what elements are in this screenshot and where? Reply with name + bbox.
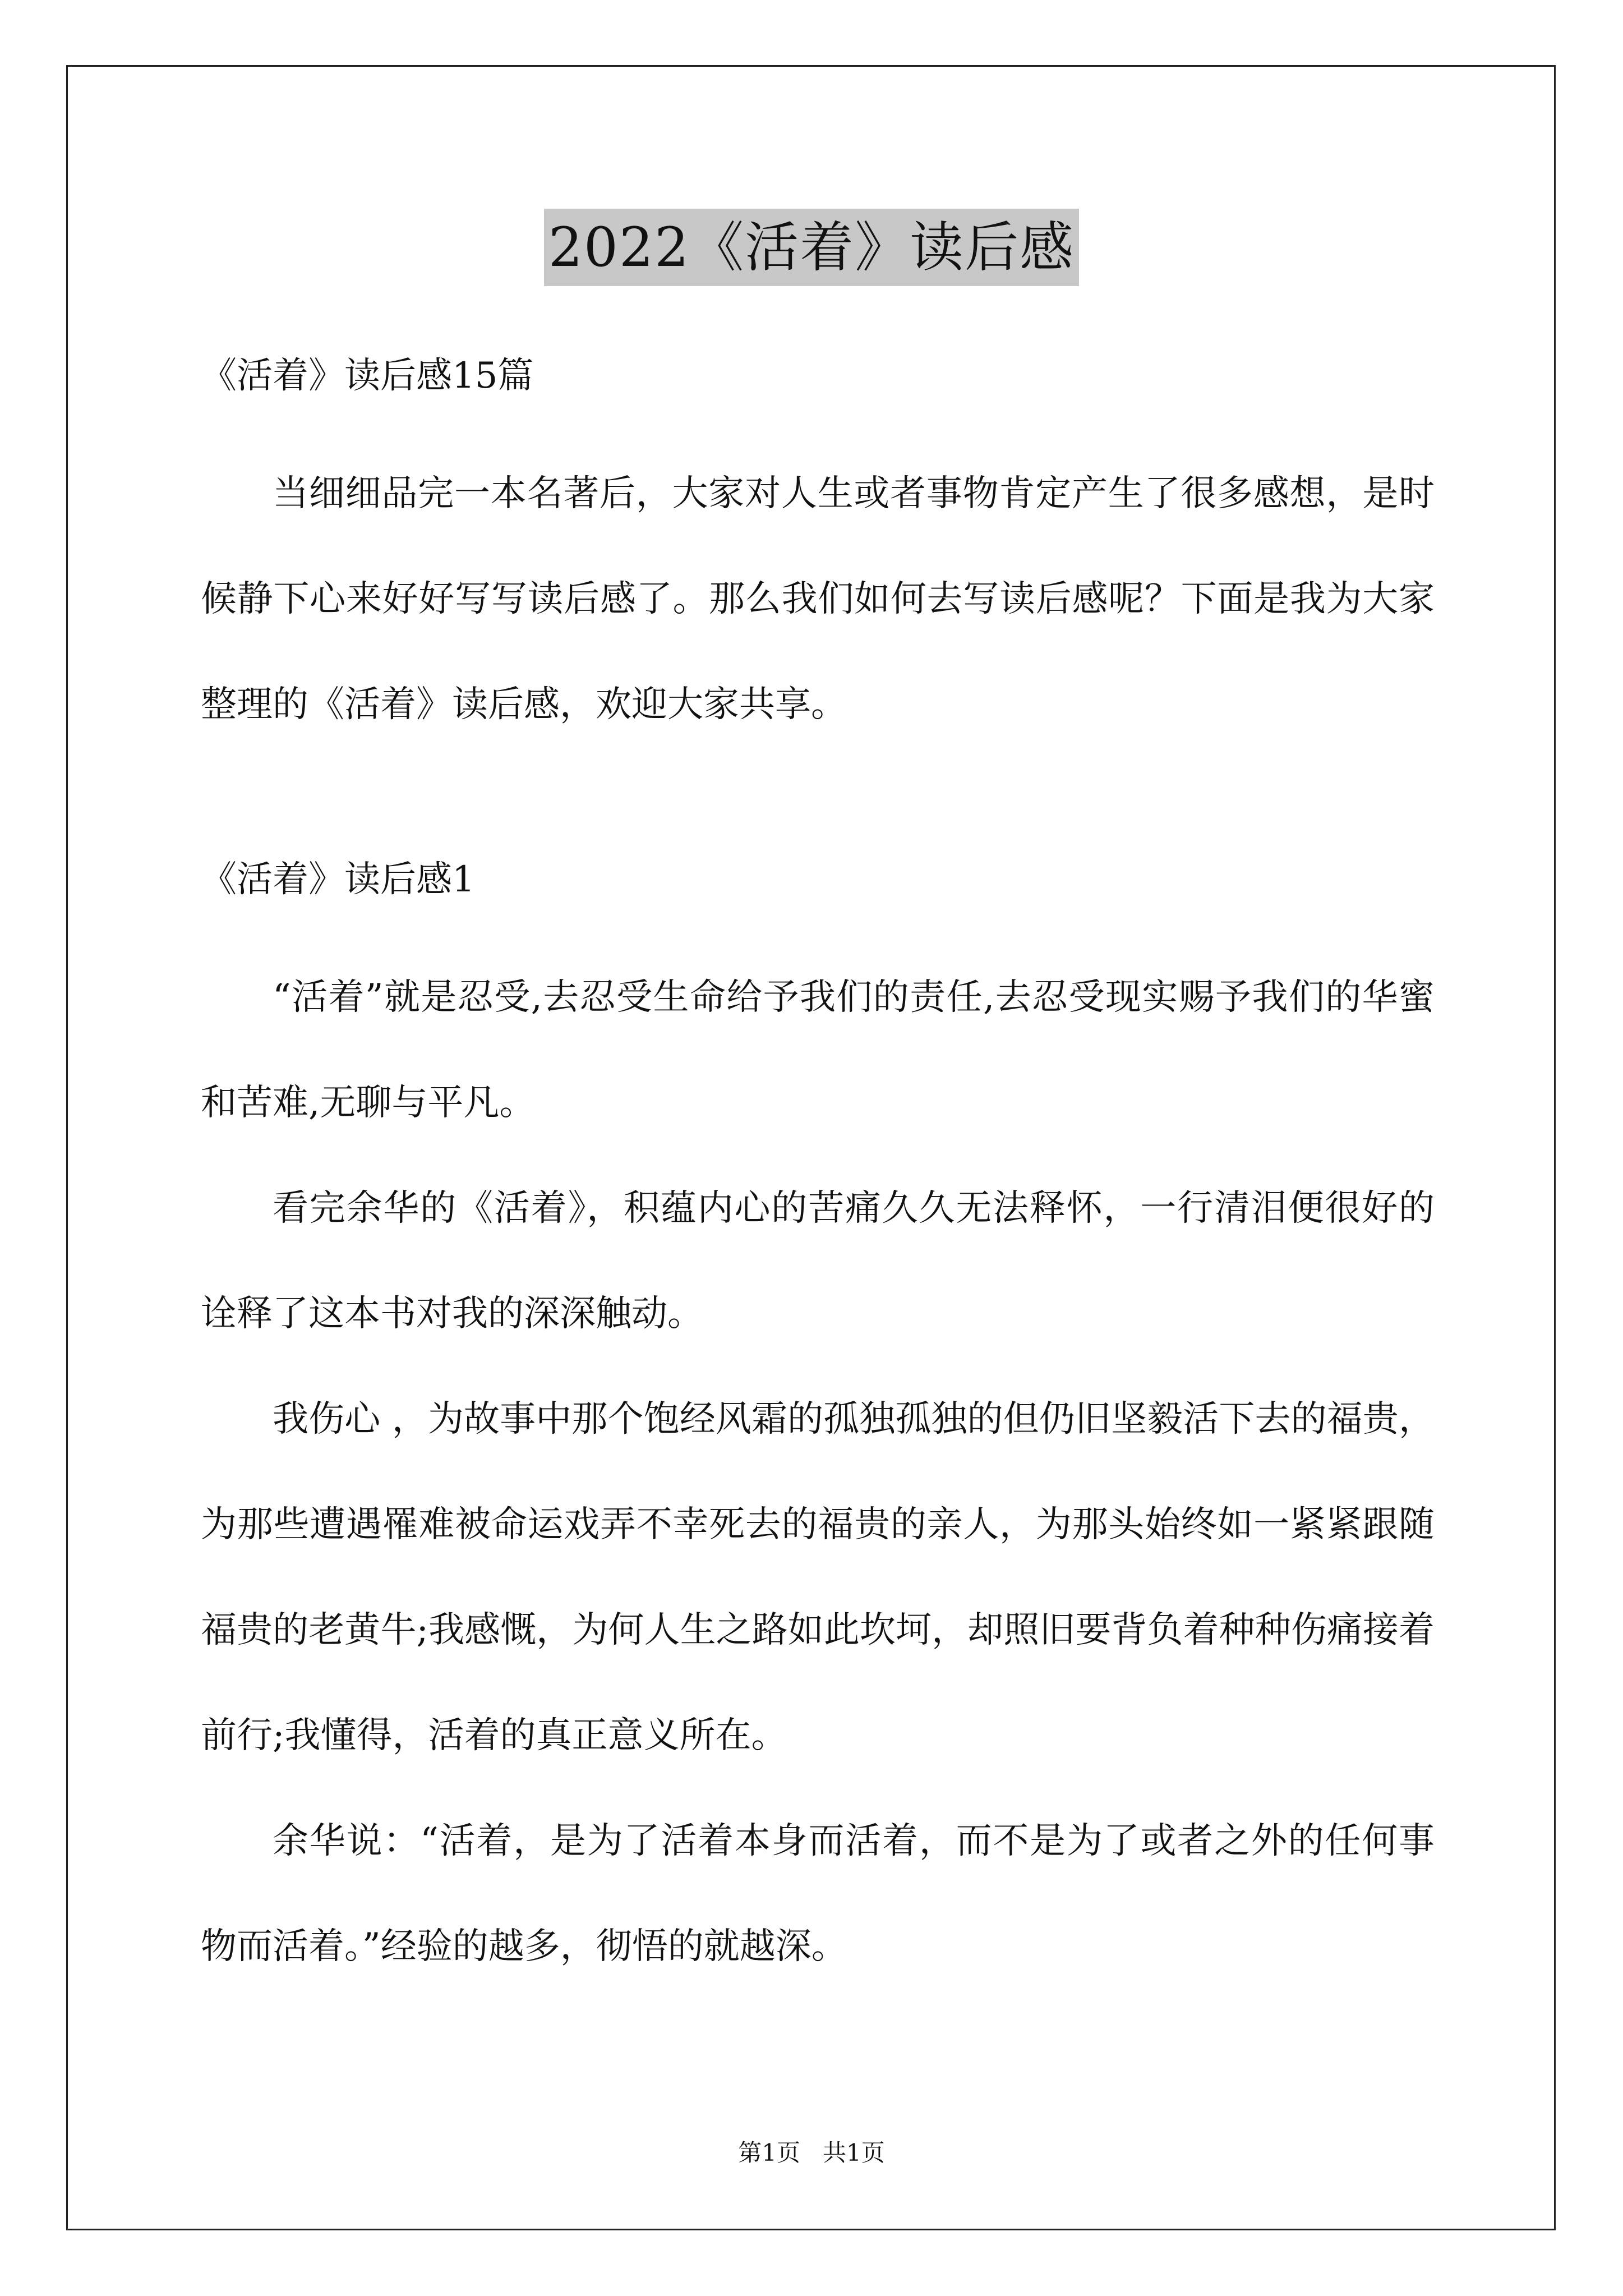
body-paragraph-2: 看完余华的《活着》，积蕴内心的苦痛久久无法释怀，一行清泪便很好的诠释了这本书对我的深深触动。 bbox=[201, 1188, 1435, 1335]
spacer bbox=[201, 757, 1435, 852]
body-paragraph-1: “活着”就是忍受,去忍受生命给予我们的责任,去忍受现实赐予我们的华蜜和苦难,无聊与平凡。 bbox=[201, 977, 1435, 1124]
body-paragraph-3: 我伤心 ，为故事中那个饱经风霜的孤独孤独的但仍旧坚毅活下去的福贵，为那些遭遇罹难被命运戏弄不幸死去的福贵的亲人，为那头始终如一紧紧跟随福贵的老黄牛;我感慨，为何人生之路如此坎坷，却照旧要背负着种种伤痛接着前行;我懂得，活着的真正意义所在。 bbox=[201, 1398, 1435, 1756]
spacer bbox=[201, 908, 1435, 945]
section-title: 《活着》读后感1 bbox=[201, 859, 475, 900]
page-footer: 第1页 共1页 bbox=[738, 2139, 885, 2166]
document-subtitle: 《活着》读后感15篇 bbox=[201, 355, 534, 397]
title-area bbox=[0, 209, 1623, 286]
intro-paragraph: 当细细品完一本名著后，大家对人生或者事物肯定产生了很多感想，是时候静下心来好好写写读后感了。那么我们如何去写读后感呢？下面是我为大家整理的《活着》读后感，欢迎大家共享。 bbox=[201, 473, 1435, 725]
body-paragraph-4: 余华说：“活着，是为了活着本身而活着，而不是为了或者之外的任何事物而活着。”经验的越多，彻悟的就越深。 bbox=[201, 1820, 1435, 1967]
spacer bbox=[201, 404, 1435, 441]
document-title: 2022《活着》读后感 bbox=[544, 209, 1079, 286]
document-body bbox=[201, 348, 1435, 1999]
